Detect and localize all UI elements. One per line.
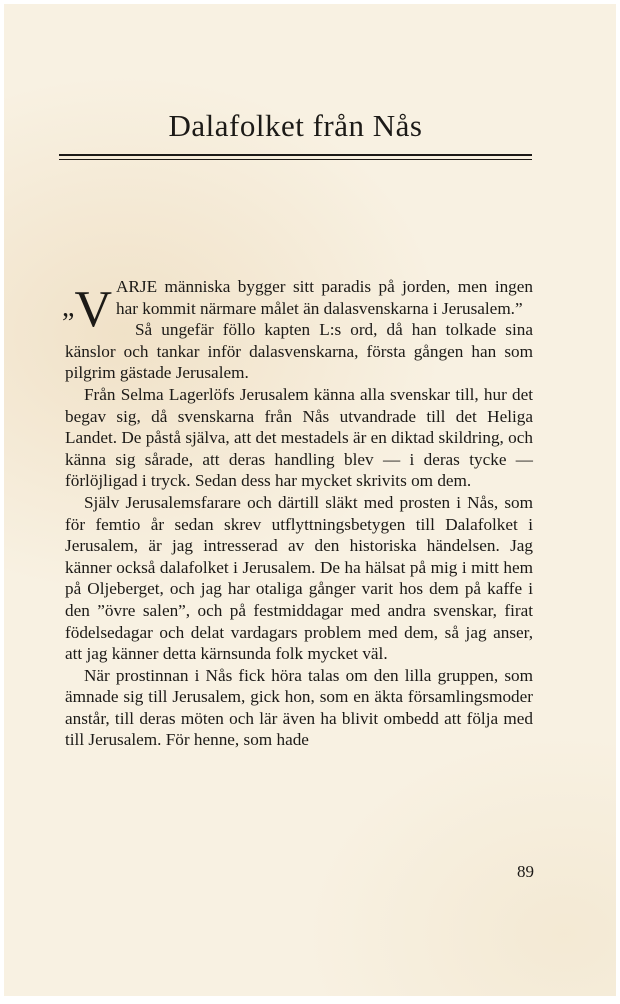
paragraph-3: Från Selma Lagerlöfs Jerusalem känna alla svenskar till, hur det begav sig, då svenskarna från Nås utvandrade till det Heliga Landet. De påstå själva, att det mestadels är en diktad skildring, och känna sig sårade, att deras handling blev — i deras tycke — förlöjligad i tryck. Sedan dess har mycket skrivits om dem. xyxy=(65,384,533,491)
body-text xyxy=(62,276,533,751)
paragraph-1 xyxy=(62,276,533,339)
paragraph-1-text: ARJE människa bygger sitt paradis på jorden, men ingen har kommit närmare målet än dalasvenskarna i Jerusalem.” xyxy=(116,277,533,318)
paragraph-5: När prostinnan i Nås fick höra talas om den lilla gruppen, som ämnade sig till Jerusalem, gick hon, som en äkta församlingsmoder anstår, till deras möten och lär även ha blivit ombedd att följa med till Jerusalem. För henne, som hade xyxy=(65,665,533,750)
drop-cap-quote: ” xyxy=(62,308,75,339)
drop-cap-letter: V xyxy=(74,281,112,338)
page-number: 89 xyxy=(517,862,534,881)
running-head: Dalafolket från Nås xyxy=(168,108,423,143)
paragraph-2: Så ungefär föllo kapten L:s ord, då han tolkade sina känslor och tankar inför dalasvenskarna, första gången han som pilgrim gästade Jerusalem. xyxy=(65,320,533,383)
header-rule-thin xyxy=(59,159,532,160)
header-rule xyxy=(59,154,532,156)
paragraph-4: Själv Jerusalemsfarare och därtill släkt med prosten i Nås, som för femtio år sedan skrev utflyttningsbetygen till Dalafolket i Jerusalem, är jag intresserad av den historiska händelsen. Jag känner också dalafolket i Jerusalem. De ha hälsat på mig i mitt hem på Oljeberget, och jag har otaliga gånger varit hos dem på kaffe i den ”övre salen”, och på festmiddagar med andra svenskar, firat födelsedagar och delat vardagars problem med dem, så jag anser, att jag känner detta kärnsunda folk mycket väl. xyxy=(65,492,533,664)
drop-cap xyxy=(62,281,112,339)
book-page xyxy=(4,4,616,996)
